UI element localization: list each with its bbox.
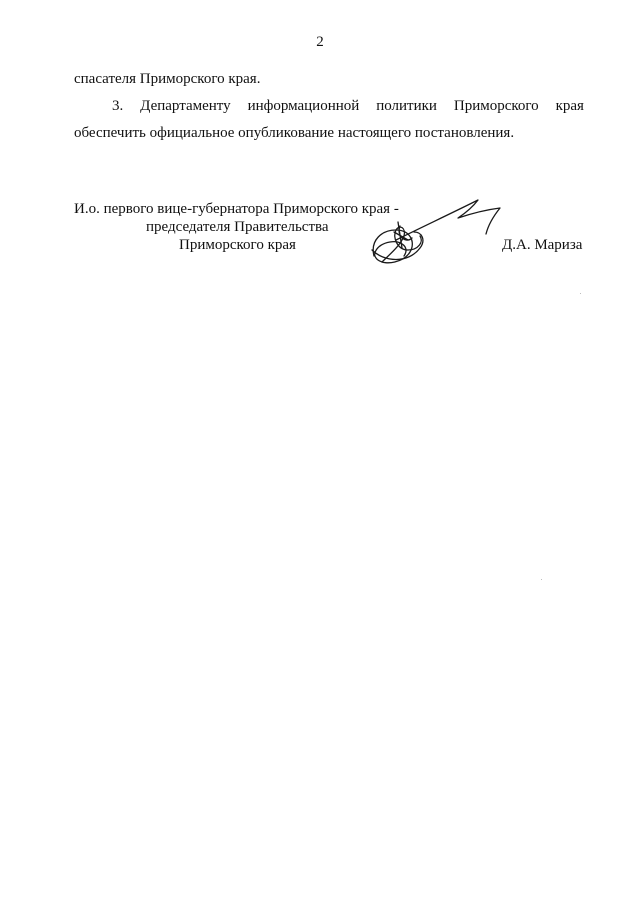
scan-speck — [541, 579, 542, 580]
handwritten-signature — [360, 192, 510, 276]
item-3-first-line — [74, 98, 584, 115]
signer-name: Д.А. Мариза — [502, 237, 583, 253]
signer-title-line-1: И.о. первого вице-губернатора Приморского края - — [74, 201, 399, 217]
signer-title-line-2: председателя Правительства — [146, 219, 329, 235]
body-line-1: спасателя Приморского края. — [74, 71, 261, 87]
signer-title-line-3: Приморского края — [179, 237, 296, 253]
item-3-second-line: обеспечить официальное опубликование настоящего постановления. — [74, 125, 515, 141]
item-3-word: Департаменту — [140, 98, 231, 114]
scan-speck — [580, 293, 581, 294]
page-number: 2 — [316, 34, 324, 50]
item-3-word: политики — [376, 98, 437, 114]
item-3-word: края — [555, 98, 584, 114]
item-3-number: 3. — [112, 98, 124, 114]
item-3-word: информационной — [247, 98, 360, 114]
item-3-word: Приморского — [453, 98, 539, 114]
